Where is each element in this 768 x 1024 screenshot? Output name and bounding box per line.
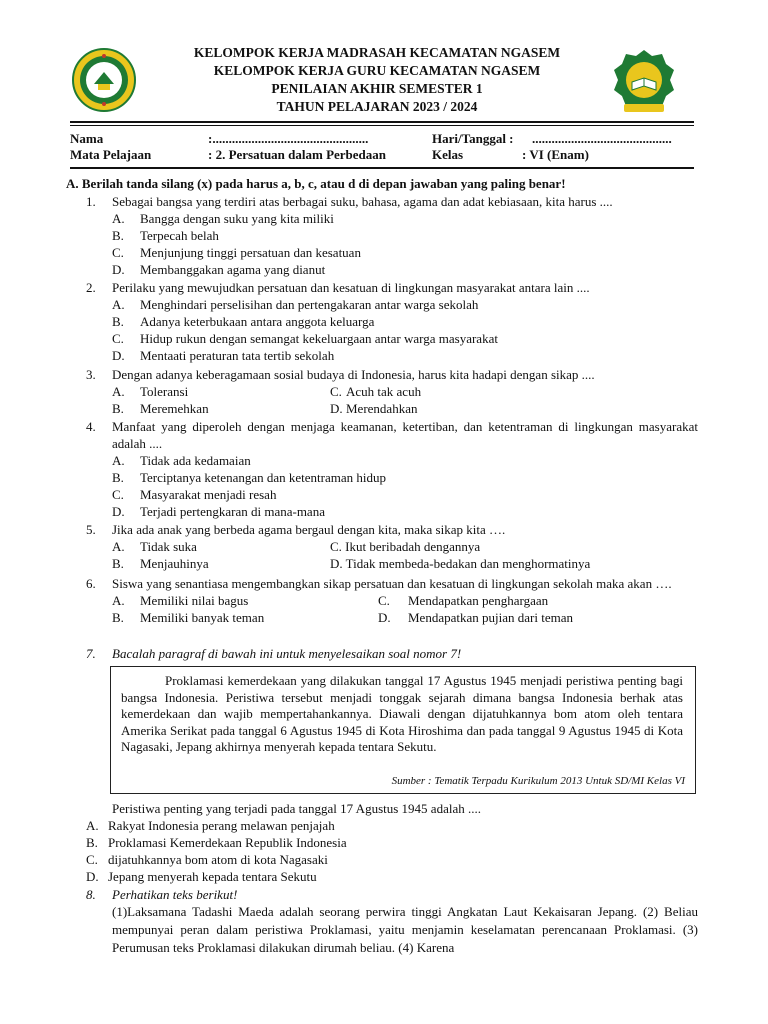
option-letter: B. — [112, 470, 124, 485]
option-letter: C. — [86, 852, 98, 867]
question-6 — [86, 575, 698, 626]
hari-tanggal-field[interactable]: ........................................... — [532, 131, 672, 146]
question-body-text: (1)Laksamana Tadashi Maeda adalah seorang perwira tinggi Angkatan Laut Kekaisaran Jepang. (2) Beliau mempunyai peran dalam peristiwa Proklamasi, yaitu menjamin keselamatan perencanaan Proklamasi. (3) Perumusan teks Proklamasi dilakukan dirumah beliau. (4) Karena — [112, 904, 698, 955]
option-text: Toleransi — [140, 384, 189, 399]
option-text: Menghindari perselisihan dan pertengakaran antar warga sekolah — [140, 297, 479, 312]
mapel-label: Mata Pelajaan — [70, 147, 152, 162]
identity-rule — [70, 167, 694, 169]
option-text: Merendahkan — [346, 401, 418, 416]
option-text: Terpecah belah — [140, 228, 219, 243]
kelas-value: : VI (Enam) — [522, 147, 589, 162]
option-text: Tidak suka — [140, 539, 197, 554]
identity-row-2 — [70, 147, 700, 163]
reading-passage: Proklamasi kemerdekaan yang dilakukan tanggal 17 Agustus 1945 menjadi peristiwa penting bagi bangsa Indonesia. Peristiwa tersebut menjadi tonggak sejarah dimana bangsa Indonesia berhak atas kemerdekaan dan wajib mempertahankannya. Diawali dengan dijatuhkannya bom atom oleh tentara Amerika Serikat pada tanggal 6 Agustus 1945 di Kota Hiroshima dan pada tanggal 9 Agustus 1945 di Kota Nagasaki, Jepang akhirnya menyerah kepada tentara Sekutu. — [121, 673, 683, 754]
option-b[interactable] — [112, 227, 698, 244]
reading-passage-box — [110, 666, 696, 794]
option-letter: D. — [112, 504, 125, 519]
option-text: Bangga dengan suku yang kita miliki — [140, 211, 334, 226]
question-stem: Jika ada anak yang berbeda agama bergaul dengan kita, maka sikap kita …. — [112, 522, 506, 537]
question-stem: Bacalah paragraf di bawah ini untuk menyelesaikan soal nomor 7! — [112, 646, 462, 661]
option-text: Adanya keterbukaan antara anggota keluarga — [140, 314, 375, 329]
option-text: Mentaati peraturan tata tertib sekolah — [140, 348, 335, 363]
option-text: Acuh tak acuh — [346, 384, 422, 399]
question-number: 1. — [86, 194, 96, 209]
question-stem: Dengan adanya keberagamaan sosial budaya di Indonesia, harus kita hadapi dengan sikap .... — [112, 367, 595, 382]
question-number: 4. — [86, 419, 96, 434]
option-c[interactable] — [86, 851, 698, 868]
question-stem: Peristiwa penting yang terjadi pada tanggal 17 Agustus 1945 adalah .... — [112, 801, 481, 816]
option-letter: C. — [112, 331, 124, 346]
kementerian-agama-emblem-icon — [612, 48, 676, 116]
nama-label: Nama — [70, 131, 104, 146]
option-text: Memiliki banyak teman — [140, 610, 265, 625]
option-text: Tidak ada kedamaian — [140, 453, 251, 468]
header-rule-thin — [70, 125, 694, 126]
option-row-a-c[interactable] — [112, 538, 698, 555]
question-5 — [86, 521, 698, 572]
option-text: Jepang menyerah kepada tentara Sekutu — [108, 869, 317, 884]
option-letter: A. — [86, 818, 99, 833]
question-8 — [86, 886, 698, 957]
question-stem: Perhatikan teks berikut! — [112, 887, 238, 902]
option-d[interactable] — [112, 347, 698, 364]
option-row-b-d[interactable] — [112, 555, 698, 572]
option-letter: A. — [112, 211, 125, 226]
option-text: C. Ikut beribadah dengannya — [330, 539, 481, 554]
option-letter: D. — [112, 262, 125, 277]
option-row-a-c[interactable] — [112, 592, 698, 609]
option-text: Terciptanya ketenangan dan ketentraman hidup — [140, 470, 386, 485]
option-letter: A. — [112, 297, 125, 312]
answer-options — [112, 296, 698, 364]
option-text: Mendapatkan penghargaan — [408, 593, 549, 608]
answer-options — [112, 592, 698, 626]
option-letter: C. — [112, 245, 124, 260]
exam-header — [66, 44, 702, 116]
option-text: Menjunjung tinggi persatuan dan kesatuan — [140, 245, 361, 260]
option-text: Menjauhinya — [140, 556, 209, 571]
option-letter: D. — [378, 610, 391, 625]
option-text: Meremehkan — [140, 401, 209, 416]
question-stem: Siswa yang senantiasa mengembangkan sikap persatuan dan kesatuan di lingkungan sekolah maka akan …. — [112, 576, 672, 591]
question-number: 8. — [86, 887, 96, 902]
answer-options — [112, 383, 698, 417]
option-letter: D. — [330, 401, 343, 416]
option-text: Terjadi pertengkaran di mana-mana — [140, 504, 325, 519]
option-letter: B. — [112, 314, 124, 329]
option-b[interactable] — [112, 313, 698, 330]
identity-row-1 — [70, 131, 700, 147]
option-text: D. Tidak membeda-bedakan dan menghormatinya — [330, 556, 591, 571]
option-d[interactable] — [86, 868, 698, 885]
option-letter: B. — [112, 610, 124, 625]
option-a[interactable] — [112, 452, 698, 469]
option-text: Rakyat Indonesia perang melawan penjajah — [108, 818, 335, 833]
question-7-prompt — [86, 800, 698, 885]
header-line-2: KELOMPOK KERJA GURU KECAMATAN NGASEM — [213, 63, 541, 78]
question-stem: Perilaku yang mewujudkan persatuan dan kesatuan di lingkungan masyarakat antara lain .... — [112, 280, 590, 295]
nama-field[interactable]: :................................................ — [208, 131, 369, 146]
option-a[interactable] — [112, 296, 698, 313]
student-identity — [70, 131, 700, 163]
hari-tanggal-label: Hari/Tanggal : — [432, 131, 514, 146]
option-text: Membanggakan agama yang dianut — [140, 262, 326, 277]
option-c[interactable] — [112, 330, 698, 347]
option-b[interactable] — [112, 469, 698, 486]
option-letter: B. — [112, 228, 124, 243]
question-3 — [86, 366, 698, 417]
option-row-b-d[interactable] — [112, 400, 698, 417]
option-text: Mendapatkan pujian dari teman — [408, 610, 573, 625]
kelas-label: Kelas — [432, 147, 464, 162]
option-c[interactable] — [112, 486, 698, 503]
question-2 — [86, 279, 698, 364]
question-number: 6. — [86, 576, 96, 591]
answer-options — [112, 452, 698, 520]
question-4 — [86, 418, 698, 520]
option-a[interactable] — [112, 210, 698, 227]
option-text: Memiliki nilai bagus — [140, 593, 249, 608]
header-title-block — [146, 44, 608, 116]
option-letter: C. — [330, 384, 342, 399]
option-d[interactable] — [112, 503, 698, 520]
option-text: Proklamasi Kemerdekaan Republik Indonesia — [108, 835, 347, 850]
option-letter: C. — [378, 593, 390, 608]
header-rule-thick — [70, 121, 694, 123]
header-line-1: KELOMPOK KERJA MADRASAH KECAMATAN NGASEM — [193, 45, 561, 60]
answer-options — [86, 817, 698, 885]
question-7 — [86, 645, 698, 662]
option-letter: C. — [112, 487, 124, 502]
question-number: 5. — [86, 522, 96, 537]
option-d[interactable] — [112, 261, 698, 278]
option-text: Masyarakat menjadi resah — [140, 487, 277, 502]
option-letter: A. — [112, 539, 125, 554]
option-text: Hidup rukun dengan semangat kekeluargaan antar warga masyarakat — [140, 331, 498, 346]
passage-source: Sumber : Tematik Terpadu Kurikulum 2013 Untuk SD/MI Kelas VI — [391, 775, 685, 787]
mapel-value: : 2. Persatuan dalam Perbedaan — [208, 147, 387, 162]
option-letter: A. — [112, 453, 125, 468]
kkm-kkg-seal-icon — [72, 48, 136, 112]
answer-options — [112, 538, 698, 572]
header-line-3: PENILAIAN AKHIR SEMESTER 1 — [271, 81, 483, 96]
section-a-instruction: A. Berilah tanda silang (x) pada harus a, b, c, atau d di depan jawaban yang paling benar! — [66, 176, 566, 191]
option-a[interactable] — [86, 817, 698, 834]
option-c[interactable] — [112, 244, 698, 261]
option-letter: D. — [112, 348, 125, 363]
option-letter: B. — [86, 835, 98, 850]
option-b[interactable] — [86, 834, 698, 851]
option-letter: B. — [112, 401, 124, 416]
answer-options — [112, 210, 698, 278]
option-letter: A. — [112, 384, 125, 399]
option-letter: A. — [112, 593, 125, 608]
question-stem: Sebagai bangsa yang terdiri atas berbagai suku, bahasa, agama dan adat kebiasaan, kita harus .... — [112, 194, 613, 209]
option-letter: B. — [112, 556, 124, 571]
question-1 — [86, 193, 698, 278]
header-line-4: TAHUN PELAJARAN 2023 / 2024 — [276, 99, 478, 114]
question-number: 7. — [86, 646, 96, 661]
question-stem: Manfaat yang diperoleh dengan menjaga keamanan, ketertiban, dan ketentraman di lingkungan masyarakat adalah .... — [112, 419, 698, 451]
option-row-a-c[interactable] — [112, 383, 698, 400]
question-number: 2. — [86, 280, 96, 295]
option-text: dijatuhkannya bom atom di kota Nagasaki — [108, 852, 328, 867]
question-number: 3. — [86, 367, 96, 382]
option-row-b-d[interactable] — [112, 609, 698, 626]
option-letter: D. — [86, 869, 99, 884]
